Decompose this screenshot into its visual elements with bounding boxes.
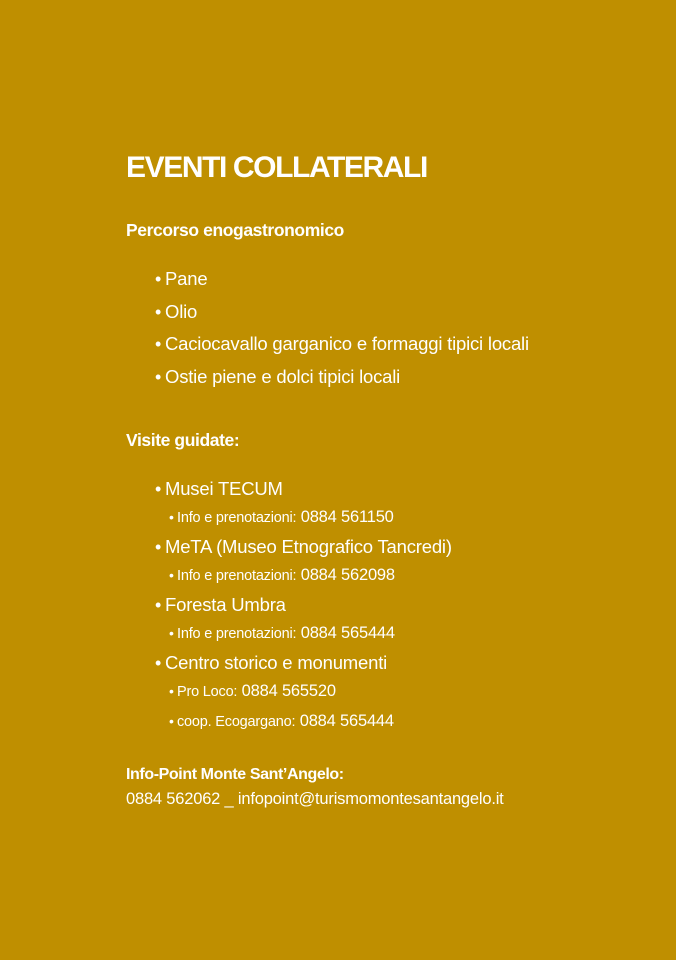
visit-label: Foresta Umbra: [165, 594, 286, 615]
bullet-icon: •: [155, 334, 162, 354]
visit-label: Centro storico e monumenti: [165, 652, 388, 673]
contact-label: Pro Loco:: [177, 684, 238, 700]
contact-item: [155, 708, 452, 738]
bullet-icon: •: [155, 269, 162, 289]
bullet-icon: •: [169, 509, 174, 525]
list-item-label: Olio: [165, 300, 198, 322]
visit-label: MeTA (Museo Etnografico Tancredi): [165, 536, 452, 557]
contact-label: Info e prenotazioni:: [177, 510, 297, 526]
list-item: [155, 534, 452, 562]
list-item: [155, 650, 452, 678]
bullet-icon: •: [155, 653, 162, 673]
bullet-icon: •: [169, 713, 174, 729]
infopoint-phone: 0884 562062: [126, 790, 221, 808]
bullet-icon: •: [169, 567, 174, 583]
list-item: [155, 476, 452, 504]
bullet-icon: •: [155, 366, 162, 387]
infopoint-contacts: [126, 788, 504, 810]
contact-item: [155, 562, 452, 592]
phone-number: 0884 565520: [241, 682, 336, 700]
phone-number: 0884 562098: [300, 566, 395, 584]
list-item: [155, 299, 529, 332]
visite-list: [155, 476, 452, 738]
percorso-list: [155, 266, 529, 396]
visit-label: Musei TECUM: [165, 478, 283, 499]
contact-label: Info e prenotazioni:: [177, 626, 297, 642]
page-title: EVENTI COLLATERALI: [126, 151, 427, 184]
contact-label: Info e prenotazioni:: [177, 568, 297, 584]
phone-number: 0884 561150: [300, 508, 394, 526]
bullet-icon: •: [155, 301, 162, 322]
bullet-icon: •: [155, 537, 162, 557]
bullet-icon: •: [155, 595, 162, 615]
contact-label: coop. Ecogargano:: [177, 714, 296, 730]
list-item: [155, 331, 529, 364]
list-item-label: Caciocavallo garganico e formaggi tipici locali: [165, 333, 529, 354]
visite-heading: Visite guidate:: [126, 430, 240, 450]
contact-item: [155, 504, 452, 534]
list-item: [155, 364, 529, 397]
percorso-heading: Percorso enogastronomico: [126, 220, 344, 240]
contact-item: [155, 620, 452, 650]
list-item-label: Ostie piene e dolci tipici locali: [165, 365, 401, 387]
bullet-icon: •: [169, 683, 174, 699]
infopoint-email: infopoint@turismomontesantangelo.it: [237, 790, 504, 808]
list-item: [155, 266, 529, 299]
contact-item: [155, 678, 452, 708]
phone-number: 0884 565444: [299, 712, 394, 730]
infopoint-heading: Info-Point Monte Sant’Angelo:: [126, 766, 344, 783]
separator: _: [220, 790, 238, 808]
bullet-icon: •: [155, 479, 162, 499]
list-item: [155, 592, 452, 620]
list-item-label: Pane: [165, 268, 208, 289]
phone-number: 0884 565444: [300, 624, 395, 642]
bullet-icon: •: [169, 625, 174, 641]
